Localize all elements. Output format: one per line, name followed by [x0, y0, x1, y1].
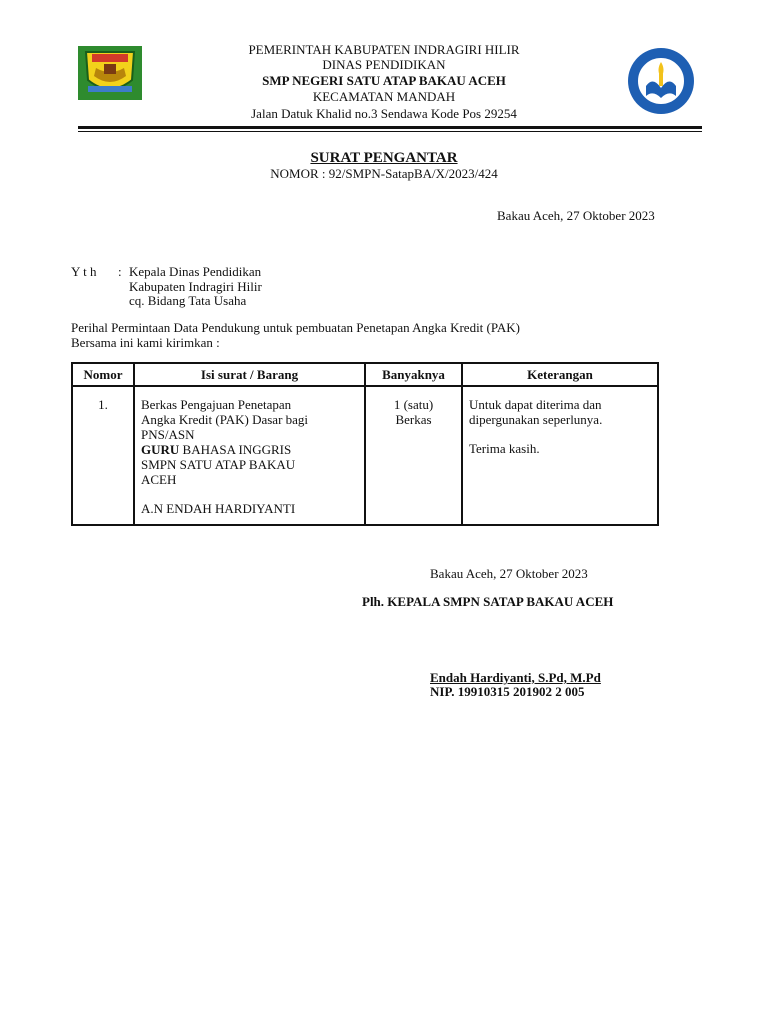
note-line: dipergunakan seperlunya. [469, 412, 603, 427]
header-divider-thick [78, 126, 702, 129]
recipient-line: Kabupaten Indragiri Hilir [129, 279, 262, 294]
column-header: Isi surat / Barang [134, 363, 365, 386]
quantity-line: Berkas [395, 412, 432, 427]
signature-place-date: Bakau Aceh, 27 Oktober 2023 [430, 566, 588, 581]
content-name: A.N ENDAH HARDIYANTI [141, 501, 296, 516]
column-header: Keterangan [462, 363, 658, 386]
header-divider-thin [78, 131, 702, 132]
header-address: Jalan Datuk Khalid no.3 Sendawa Kode Pos 29254 [251, 106, 517, 121]
header-district: KECAMATAN MANDAH [312, 89, 456, 104]
row-note [462, 386, 658, 525]
letter-place-date: Bakau Aceh, 27 Oktober 2023 [497, 208, 655, 223]
row-content [134, 386, 365, 525]
signatory-nip: NIP. 19910315 201902 2 005 [430, 684, 585, 699]
items-table [71, 362, 659, 526]
recipient-line: Kepala Dinas Pendidikan [129, 264, 262, 279]
content-bold-word: GURU [141, 442, 180, 457]
content-line: SMPN SATU ATAP BAKAU [141, 457, 296, 472]
signature-position: Plh. KEPALA SMPN SATAP BAKAU ACEH [362, 594, 614, 609]
header-agency: DINAS PENDIDIKAN [322, 57, 446, 72]
letter-subject: Perihal Permintaan Data Pendukung untuk pembuatan Penetapan Angka Kredit (PAK) [71, 320, 521, 335]
row-number: 1. [72, 386, 134, 525]
note-thanks: Terima kasih. [469, 441, 540, 456]
column-header: Nomor [72, 363, 134, 386]
recipient-line: cq. Bidang Tata Usaha [129, 293, 247, 308]
content-line: PNS/ASN [141, 427, 195, 442]
content-line-subject [141, 442, 358, 457]
letter-intro: Bersama ini kami kirimkan : [71, 335, 220, 350]
row-quantity [365, 386, 462, 525]
content-line: Angka Kredit (PAK) Dasar bagi [141, 412, 309, 427]
letter-number: NOMOR : 92/SMPN-SatapBA/X/2023/424 [270, 166, 498, 181]
column-header: Banyaknya [365, 363, 462, 386]
table-header-row [72, 363, 658, 386]
table-row [72, 386, 658, 525]
header-government: PEMERINTAH KABUPATEN INDRAGIRI HILIR [248, 42, 520, 57]
note-line: Untuk dapat diterima dan [469, 397, 602, 412]
content-line: ACEH [141, 472, 177, 487]
header-school-name: SMP NEGERI SATU ATAP BAKAU ACEH [262, 73, 506, 88]
signatory-name: Endah Hardiyanti, S.Pd, M.Pd [430, 670, 601, 685]
quantity-line: 1 (satu) [393, 397, 434, 412]
yth-colon: : [118, 264, 122, 279]
content-line: Berkas Pengajuan Penetapan [141, 397, 292, 412]
letter-title: SURAT PENGANTAR [310, 150, 458, 166]
content-subject-rest: BAHASA INGGRIS [179, 442, 292, 457]
yth-label: Y t h [71, 264, 97, 279]
